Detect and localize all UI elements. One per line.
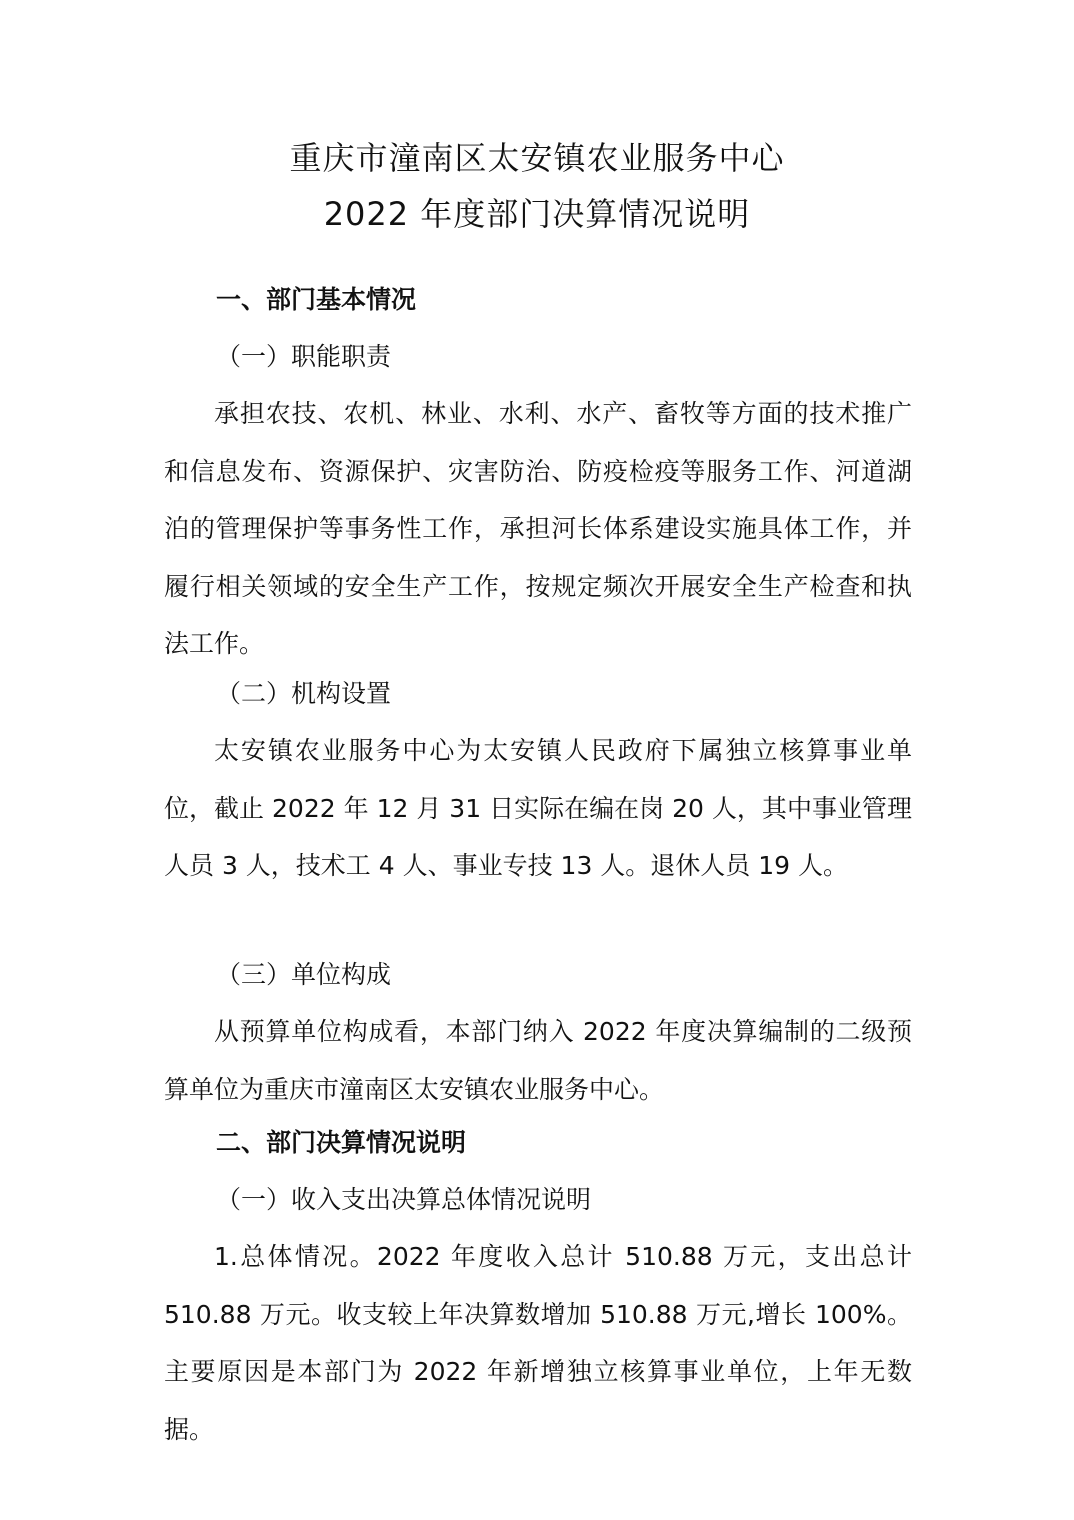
section1-sub2-heading: （二）机构设置 [216,679,392,708]
section1-sub3-heading: （三）单位构成 [216,960,392,989]
section1-sub2-paragraph: 太安镇农业服务中心为太安镇人民政府下属独立核算事业单位，截止 2022 年 12 月 31 日实际在编在岗 20 人，其中事业管理人员 3 人，技术工 4 人、事业专技 13 人。退休人员 19 人。 [164,736,912,880]
section1-sub3-paragraph: 从预算单位构成看，本部门纳入 2022 年度决算编制的二级预算单位为重庆市潼南区太安镇农业服务中心。 [164,1017,912,1104]
section2-sub1-heading: （一）收入支出决算总体情况说明 [216,1185,592,1214]
section1-sub1-paragraph: 承担农技、农机、林业、水利、水产、畜牧等方面的技术推广和信息发布、资源保护、灾害防治、防疫检疫等服务工作、河道湖泊的管理保护等事务性工作，承担河长体系建设实施具体工作，并履行相关领域的安全生产工作，按规定频次开展安全生产检查和执法工作。 [164,399,912,658]
section2-heading: 二、部门决算情况说明 [216,1128,467,1157]
document-title-line2: 2022 年度部门决算情况说明 [323,195,751,233]
section2-sub1-paragraph: 1.总体情况。2022 年度收入总计 510.88 万元，支出总计 510.88 万元。收支较上年决算数增加 510.88 万元,增长 100%。主要原因是本部门为 2022 年新增独立核算事业单位，上年无数据。 [164,1242,912,1444]
document-title-line1: 重庆市潼南区太安镇农业服务中心 [289,139,785,177]
section1-sub1-heading: （一）职能职责 [216,342,392,371]
section1-heading: 一、部门基本情况 [216,285,417,314]
